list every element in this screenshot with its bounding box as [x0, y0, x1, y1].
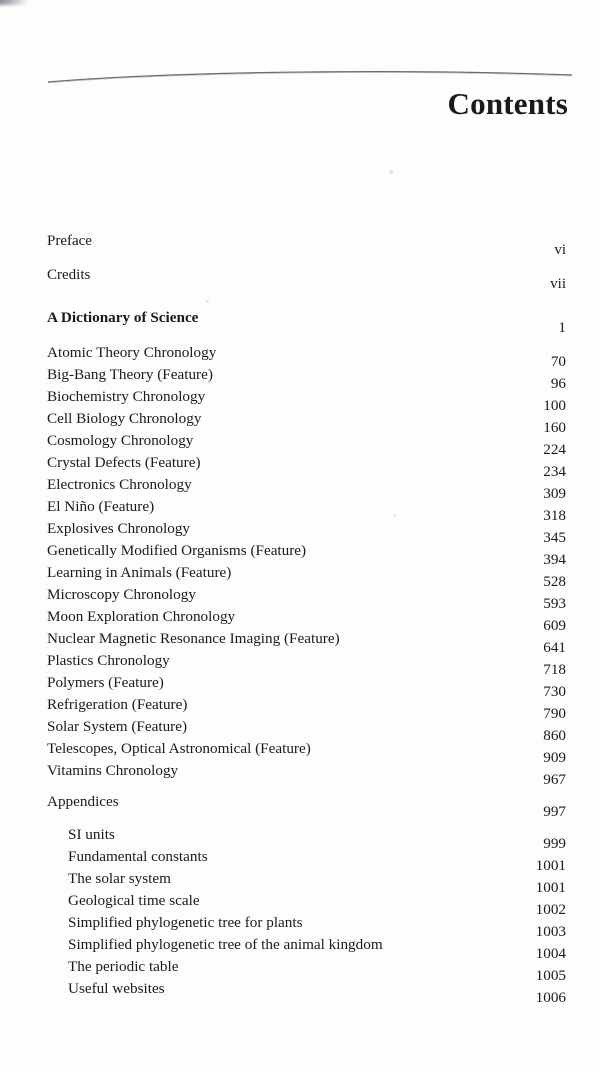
toc-entry-page: vi — [554, 242, 566, 258]
toc-entry-label: Plastics Chronology — [47, 652, 170, 669]
toc-entry-label: Refrigeration (Feature) — [47, 696, 188, 713]
toc-entry-label: El Niño (Feature) — [47, 498, 155, 515]
toc-entry-label: Electronics Chronology — [47, 476, 192, 493]
toc-entry-page: 309 — [543, 485, 566, 502]
toc-entry-page: 909 — [543, 749, 566, 766]
toc-entry-label: Genetically Modified Organisms (Feature) — [47, 542, 307, 559]
scan-speck — [393, 514, 396, 517]
toc-entry-label: Big-Bang Theory (Feature) — [47, 366, 213, 383]
toc-entry-label: Microscopy Chronology — [47, 586, 196, 603]
toc-entry-page: 641 — [543, 639, 566, 656]
toc-section-page: 1 — [558, 319, 566, 336]
toc-entry-page: 1001 — [535, 879, 566, 896]
toc-entry-label: Cell Biology Chronology — [47, 410, 202, 427]
toc-entry-page: 997 — [543, 803, 566, 820]
toc-section-label: A Dictionary of Science — [47, 309, 199, 326]
toc-entry-label: Crystal Defects (Feature) — [47, 454, 201, 471]
toc-entry-label: Simplified phylogenetic tree of the animal kingdom — [68, 936, 383, 953]
toc-entry-label: Moon Exploration Chronology — [47, 608, 236, 625]
toc-entry-page: 345 — [543, 529, 566, 546]
toc-entry-label: Simplified phylogenetic tree for plants — [68, 914, 303, 931]
toc-entry-page: 730 — [543, 683, 566, 700]
toc-entry-label: The periodic table — [68, 958, 179, 975]
toc-entry-label: Vitamins Chronology — [47, 762, 179, 779]
toc-entry-page: 528 — [543, 573, 566, 590]
toc-entry-page: 100 — [543, 397, 566, 414]
toc-entry-label: Polymers (Feature) — [47, 674, 164, 691]
toc-entry-page: 1004 — [535, 945, 566, 962]
toc-entry-page: 718 — [543, 661, 566, 678]
toc-entry-page: 790 — [543, 705, 566, 722]
toc-entry-page: 609 — [543, 617, 566, 634]
toc-entry-label: Geological time scale — [68, 892, 200, 909]
toc-entry-label: Cosmology Chronology — [47, 432, 194, 449]
toc-entry-label: Credits — [47, 267, 91, 283]
toc-entry-label: Atomic Theory Chronology — [47, 344, 217, 361]
toc-entry-label: SI units — [68, 826, 115, 843]
toc-entry-label: Appendices — [47, 793, 119, 810]
scan-speck — [206, 300, 209, 303]
toc-entry-label: The solar system — [68, 870, 171, 887]
toc-entry-page: 394 — [543, 551, 566, 568]
toc-entry-label: Nuclear Magnetic Resonance Imaging (Feature) — [47, 630, 340, 647]
toc-entry-label: Learning in Animals (Feature) — [47, 564, 232, 581]
toc-entry-label: Useful websites — [68, 980, 165, 997]
toc-entry-label: Telescopes, Optical Astronomical (Feature) — [47, 740, 311, 757]
toc-entry-page: 1006 — [535, 989, 566, 1006]
toc-entry-page: 1001 — [535, 857, 566, 874]
toc-entry-page: 967 — [543, 771, 566, 788]
toc-entry-page: 1002 — [535, 901, 566, 918]
toc-entry-page: 999 — [543, 835, 566, 852]
toc-entry-page: 318 — [543, 507, 566, 524]
toc-entry-label: Solar System (Feature) — [47, 718, 188, 735]
toc-entry-label: Biochemistry Chronology — [47, 388, 206, 405]
toc-entry-page: 96 — [550, 375, 566, 392]
toc-entry-page: 860 — [543, 727, 566, 744]
page-title: Contents — [447, 86, 568, 121]
toc-entry-page: 593 — [543, 595, 566, 612]
toc-entry-label: Preface — [47, 233, 92, 249]
toc-entry-label: Explosives Chronology — [47, 520, 191, 537]
scan-smudge — [0, 0, 28, 5]
toc-entry-page: 234 — [543, 463, 566, 480]
scan-speck — [389, 170, 393, 174]
toc-entry-page: vii — [550, 276, 566, 292]
toc-entry-page: 160 — [543, 419, 566, 436]
toc-entry-page: 1005 — [535, 967, 566, 984]
toc-entry-page: 70 — [550, 353, 566, 370]
toc-entry-page: 224 — [543, 441, 566, 458]
toc-entry-page: 1003 — [535, 923, 566, 940]
toc-entry-label: Fundamental constants — [68, 848, 208, 865]
